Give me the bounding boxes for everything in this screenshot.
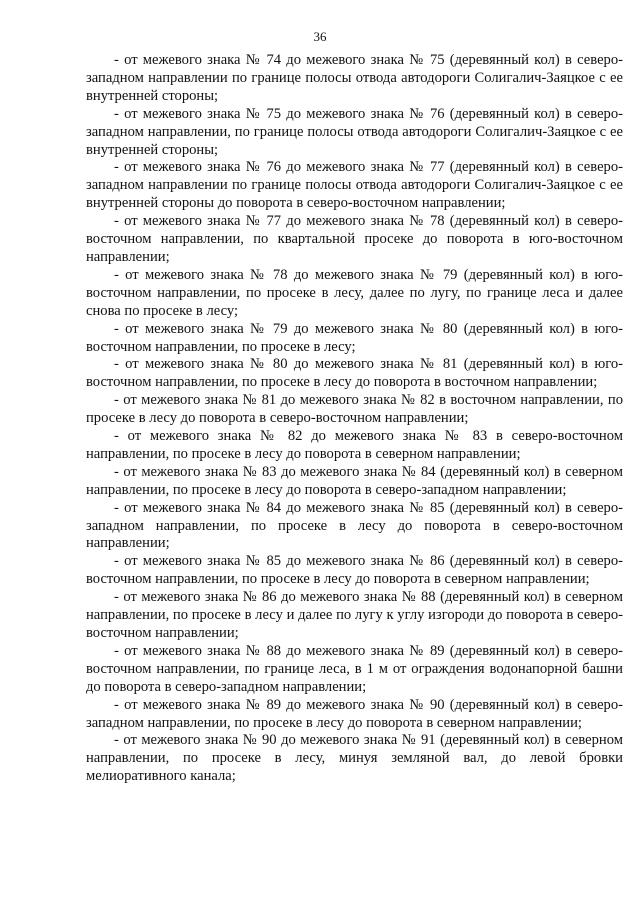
paragraph-boundary-75-76: - от межевого знака № 75 до межевого знака № 76 (деревянный кол) в северо-западном направлении, по границе полосы отвода автодороги Солигалич-Заяцкое с ее внутренней стороны; [86, 105, 623, 158]
paragraph-boundary-84-85: - от межевого знака № 84 до межевого знака № 85 (деревянный кол) в северо-западном направлении, по просеке в лесу до поворота в северо-восточном направлении; [86, 499, 623, 552]
paragraph-boundary-74-75: - от межевого знака № 74 до межевого знака № 75 (деревянный кол) в северо-западном направлении по границе полосы отвода автодороги Солигалич-Заяцкое с ее внутренней стороны; [86, 52, 623, 104]
paragraph-boundary-83-84: - от межевого знака № 83 до межевого знака № 84 (деревянный кол) в северном направлении, по просеке в лесу до поворота в северо-западном направлении; [86, 463, 623, 498]
paragraph-boundary-89-90: - от межевого знака № 89 до межевого знака № 90 (деревянный кол) в северо-западном направлении, по просеке в лесу до поворота в северном направлении; [86, 696, 623, 731]
paragraph-boundary-77-78: - от межевого знака № 77 до межевого знака № 78 (деревянный кол) в северо-восточном направлении, по квартальной просеке до поворота в юго-восточном направлении; [86, 213, 623, 265]
paragraph-boundary-88-89: - от межевого знака № 88 до межевого знака № 89 (деревянный кол) в северо-восточном направлении, по границе леса, в 1 м от ограждения водонапорной башни до поворота в северо-западном направлении; [86, 642, 623, 695]
paragraph-boundary-78-79: - от межевого знака № 78 до межевого знака № 79 (деревянный кол) в юго-восточном направлении, по просеке в лесу, далее по лугу, по границе леса и далее снова по просеке в лесу; [86, 266, 623, 319]
paragraph-boundary-79-80: - от межевого знака № 79 до межевого знака № 80 (деревянный кол) в юго-восточном направлении, по просеке в лесу; [86, 320, 623, 355]
paragraph-boundary-81-82: - от межевого знака № 81 до межевого знака № 82 в восточном направлении, по просеке в лесу до поворота в северо-восточном направлении; [86, 392, 623, 427]
paragraph-boundary-90-91: - от межевого знака № 90 до межевого знака № 91 (деревянный кол) в северном направлении, по просеке в лесу, минуя земляной вал, до левой бровки мелиоративного канала; [86, 732, 623, 785]
page-number: 36 [313, 29, 327, 44]
paragraph-boundary-80-81: - от межевого знака № 80 до межевого знака № 81 (деревянный кол) в юго-восточном направлении, по просеке в лесу до поворота в восточном направлении; [86, 356, 623, 391]
paragraph-boundary-82-83: - от межевого знака № 82 до межевого знака № 83 в северо-восточном направлении, по просеке в лесу до поворота в северном направлении; [86, 428, 623, 462]
paragraph-boundary-76-77: - от межевого знака № 76 до межевого знака № 77 (деревянный кол) в северо-западном направлении по границе полосы отвода автодороги Солигалич-Заяцкое с ее внутренней стороны до поворота в северо-восточном направлении; [86, 159, 623, 212]
paragraph-boundary-86-88: - от межевого знака № 86 до межевого знака № 88 (деревянный кол) в северном направлении, по просеке в лесу и далее по лугу к углу изгороди до поворота в северо-восточном направлении; [86, 589, 623, 641]
paragraph-boundary-85-86: - от межевого знака № 85 до межевого знака № 86 (деревянный кол) в северо-восточном направлении, по просеке в лесу до поворота в северном направлении; [86, 553, 623, 588]
document-body [86, 52, 623, 786]
